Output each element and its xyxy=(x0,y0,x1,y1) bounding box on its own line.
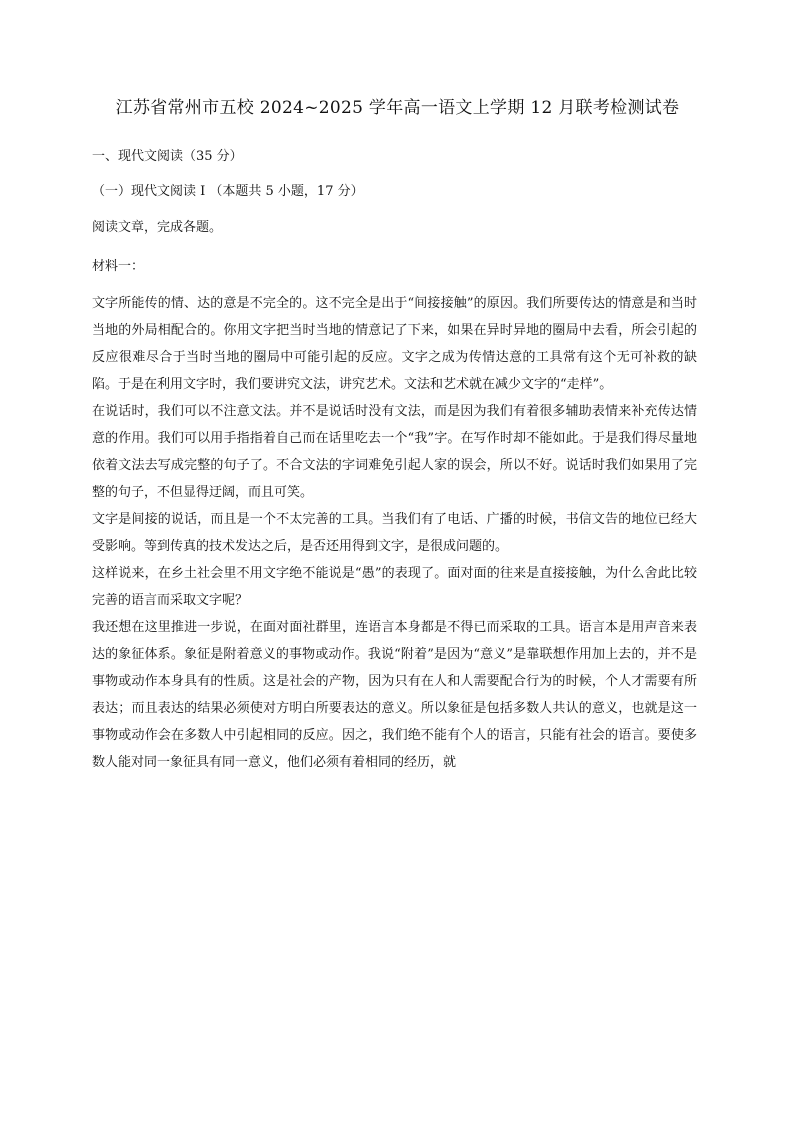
paragraph: 这样说来，在乡土社会里不用文字绝不能说是“愚”的表现了。面对面的往来是直接接触，为什么舍此比较完善的语言而采取文字呢？ xyxy=(92,566,697,608)
paragraph: 文字是间接的说话，而且是一个不太完善的工具。当我们有了电话、广播的时候，书信文告的地位已经大受影响。等到传真的技术发达之后，是否还用得到文字，是很成问题的。 xyxy=(92,512,697,554)
material-label: 材料一： xyxy=(92,259,145,274)
document-title: 江苏省常州市五校 2024~2025 学年高一语文上学期 12 月联考检测试卷 xyxy=(115,98,680,118)
article-body xyxy=(92,290,697,776)
paragraph: 我还想在这里推进一步说，在面对面社群里，连语言本身都是不得已而采取的工具。语言本是用声音来表达的象征体系。象征是附着意义的事物或动作。我说“附着”是因为“意义”是靠联想作用加上去的，并不是事物或动作本身具有的性质。这是社会的产物，因为只有在人和人需要配合行为的时候，个人才需要有所表达；而且表达的结果必须使对方明白所要表达的意义。所以象征是包括多数人共认的意义，也就是这一事物或动作会在多数人中引起相同的反应。因之，我们绝不能有个人的语言，只能有社会的语言。要使多数人能对同一象征具有同一意义，他们必须有着相同的经历，就 xyxy=(92,620,697,770)
section-heading: 一、现代文阅读（35 分） xyxy=(92,149,243,164)
paragraph: 在说话时，我们可以不注意文法。并不是说话时没有文法，而是因为我们有着很多辅助表情来补充传达情意的作用。我们可以用手指指着自己而在话里吃去一个“我”字。在写作时却不能如此。于是我们得尽量地依着文法去写成完整的句子了。不合文法的字词难免引起人家的误会，所以不好。说话时我们如果用了完整的句子，不但显得迂阔，而且可笑。 xyxy=(92,404,697,500)
subsection-heading: （一）现代文阅读 I （本题共 5 小题，17 分） xyxy=(92,184,364,199)
paragraph: 文字所能传的情、达的意是不完全的。这不完全是出于“间接接触”的原因。我们所要传达的情意是和当时当地的外局相配合的。你用文字把当时当地的情意记了下来，如果在异时异地的圈局中去看，所会引起的反应很难尽合于当时当地的圈局中可能引起的反应。文字之成为传情达意的工具常有这个无可补救的缺陷。于是在利用文字时，我们要讲究文法，讲究艺术。文法和艺术就在减少文字的“走样”。 xyxy=(92,296,697,392)
instruction-text: 阅读文章，完成各题。 xyxy=(92,220,223,235)
